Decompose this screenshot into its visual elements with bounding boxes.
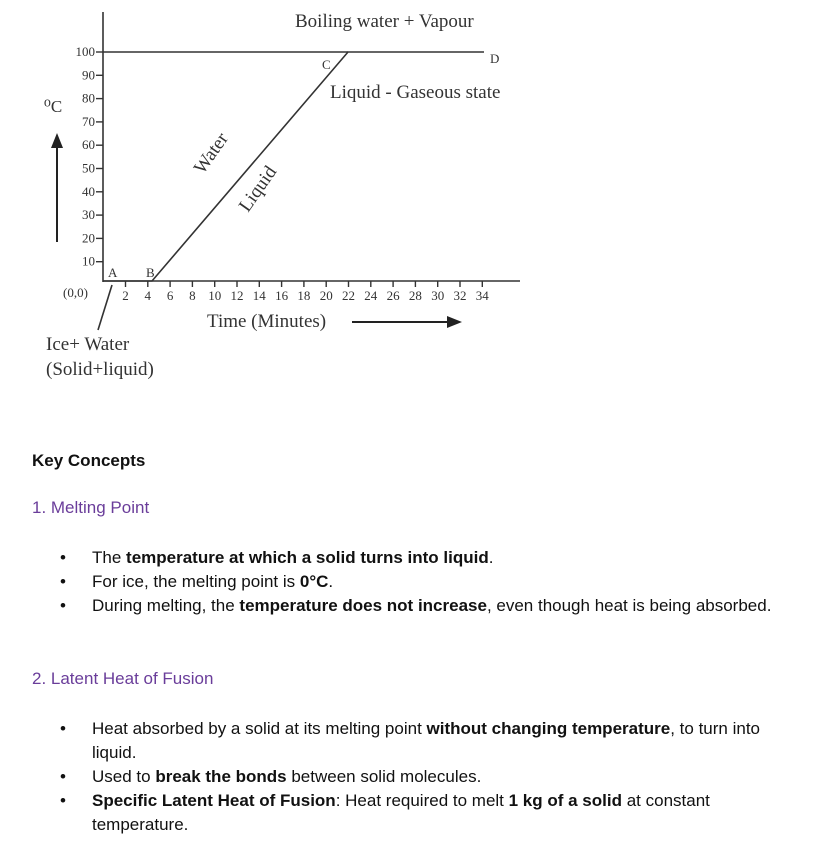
x-tick-label: 4 [144,288,152,303]
text: , even though heat is being absorbed. [486,596,772,615]
x-arrow-head [447,316,462,328]
x-tick-label: 34 [475,288,489,303]
latent-bullet-1 [54,717,794,765]
x-tick-label: 28 [408,288,422,303]
text: During melting, the [92,596,240,615]
x-tick-label: 14 [252,288,266,303]
bold-text: break the bonds [155,767,287,786]
x-tick-label: 20 [319,288,333,303]
y-tick-label: 70 [82,113,95,129]
ice-pointer-line [98,285,112,330]
bold-text: temperature does not increase [239,596,487,615]
x-tick-label: 30 [431,288,445,303]
bold-text: temperature at which a solid turns into liquid [126,548,489,567]
x-tick-label: 16 [275,288,289,303]
boiling-vapour-label: Boiling water + Vapour [295,11,474,32]
text: , to turn into liquid. [92,719,760,762]
y-tick-label: 90 [82,67,95,83]
x-tick-label: 26 [386,288,400,303]
liquid-gaseous-label: Liquid - Gaseous state [330,82,501,103]
text: between solid molecules. [286,767,482,786]
bold-text: 1 kg of a solid [508,791,622,810]
text: : Heat required to melt [335,791,509,810]
bold-text: without changing temperature [426,719,671,738]
ice-water-line2: (Solid+liquid) [46,359,154,380]
y-tick-label: 80 [82,90,95,106]
text: Used to [92,767,156,786]
x-tick-label: 10 [208,288,222,303]
key-concepts-heading: Key Concepts [32,451,146,470]
ice-water-label [46,332,154,382]
water-label: Water [189,129,233,178]
y-tick-label: 40 [82,183,95,199]
latent-bullet-2 [54,765,794,789]
point-b-label: B [146,265,155,280]
latent-heat-list [54,717,794,837]
y-tick-label: 60 [82,137,95,153]
text: For ice, the melting point is [92,572,300,591]
section-latent-heat-title: 2. Latent Heat of Fusion [32,669,214,688]
text: The [92,548,127,567]
text: Heat absorbed by a solid at its melting point [92,719,427,738]
y-tick-label: 50 [82,160,95,176]
y-arrow-head [51,133,63,148]
text: . [488,548,494,567]
y-tick-label: 20 [82,230,95,246]
x-tick-label: 24 [364,288,378,303]
origin-label: (0,0) [63,285,88,300]
x-tick-group [122,281,489,303]
text: . [328,572,334,591]
ice-water-line1: Ice+ Water [46,334,130,355]
melting-bullet-1 [54,546,794,570]
point-a-label: A [108,265,118,280]
y-tick-group [76,44,104,269]
melting-bullet-3 [54,594,794,618]
liquid-label: Liquid [234,162,282,216]
y-tick-label: 30 [82,207,95,223]
melting-point-list [54,546,794,618]
x-tick-label: 18 [297,288,311,303]
x-tick-label: 8 [189,288,196,303]
x-tick-label: 2 [122,288,129,303]
latent-bullet-3 [54,789,794,837]
x-tick-label: 32 [453,288,467,303]
section-melting-point-title: 1. Melting Point [32,498,150,517]
text: at constant temperature. [92,791,710,834]
y-unit-label: ⁰C [44,97,63,116]
bold-text: 0°C [299,572,329,591]
x-axis-label: Time (Minutes) [207,311,327,332]
y-tick-label: 10 [82,253,95,269]
bold-text: Specific Latent Heat of Fusion [92,791,336,810]
x-tick-label: 22 [342,288,355,303]
x-tick-label: 6 [166,288,174,303]
x-tick-label: 12 [230,288,244,303]
y-tick-label: 100 [75,44,95,59]
point-c-label: C [322,57,331,72]
melting-bullet-2 [54,570,794,594]
point-d-label: D [490,51,500,66]
